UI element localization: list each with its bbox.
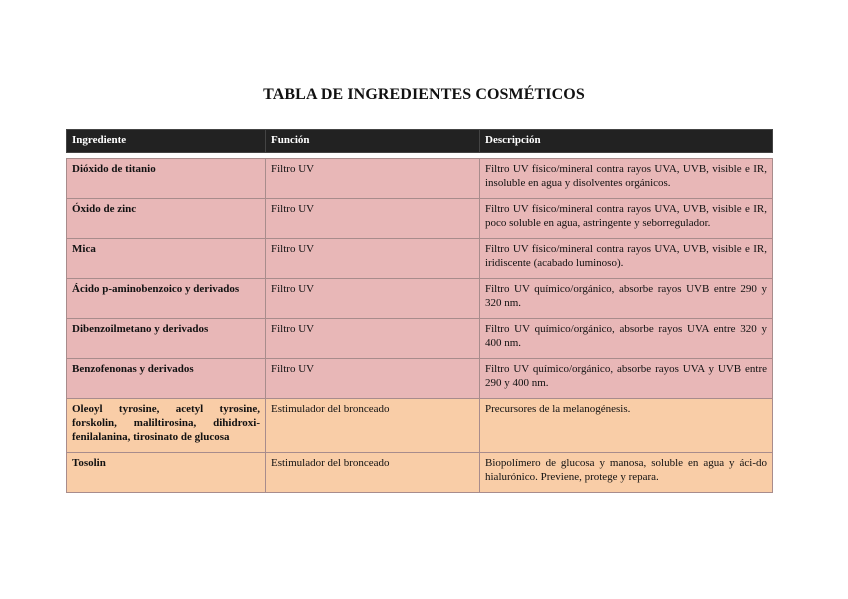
table-row: [67, 239, 773, 279]
cell-description: Filtro UV químico/orgánico, absorbe rayos UVB entre 290 y 320 nm.: [480, 279, 773, 319]
cell-ingredient: Dióxido de titanio: [67, 159, 266, 199]
table-row: [67, 399, 773, 453]
cell-function: Filtro UV: [266, 239, 480, 279]
header-description: Descripción: [480, 130, 773, 153]
cell-ingredient: Oleoyl tyrosine, acetyl tyrosine, forskolin, maliltirosina, dihidroxi-fenilalanina, tirosinato de glucosa: [67, 399, 266, 453]
cell-description: Biopolímero de glucosa y manosa, soluble en agua y áci-do hialurónico. Previene, protege y repara.: [480, 453, 773, 493]
table-row: [67, 359, 773, 399]
table-row: [67, 279, 773, 319]
cell-function: Filtro UV: [266, 359, 480, 399]
cell-ingredient: Dibenzoilmetano y derivados: [67, 319, 266, 359]
table-row: [67, 319, 773, 359]
header-ingredient: Ingrediente: [67, 130, 266, 153]
table-row: [67, 199, 773, 239]
cell-description: Filtro UV físico/mineral contra rayos UVA, UVB, visible e IR, iridiscente (acabado luminoso).: [480, 239, 773, 279]
cell-ingredient: Mica: [67, 239, 266, 279]
cell-description: Filtro UV químico/orgánico, absorbe rayos UVA entre 320 y 400 nm.: [480, 319, 773, 359]
cell-function: Filtro UV: [266, 319, 480, 359]
cell-ingredient: Benzofenonas y derivados: [67, 359, 266, 399]
cell-function: Estimulador del bronceado: [266, 453, 480, 493]
header-function: Función: [266, 130, 480, 153]
table-row: [67, 453, 773, 493]
cell-description: Filtro UV físico/mineral contra rayos UVA, UVB, visible e IR, poco soluble en agua, astringente y seborregulador.: [480, 199, 773, 239]
table-header-row: [67, 130, 773, 153]
ingredients-table: [66, 129, 773, 493]
cell-description: Precursores de la melanogénesis.: [480, 399, 773, 453]
cell-function: Filtro UV: [266, 199, 480, 239]
cell-function: Filtro UV: [266, 279, 480, 319]
cell-description: Filtro UV químico/orgánico, absorbe rayos UVA y UVB entre 290 y 400 nm.: [480, 359, 773, 399]
cell-function: Filtro UV: [266, 159, 480, 199]
cell-ingredient: Ácido p-aminobenzoico y derivados: [67, 279, 266, 319]
cell-description: Filtro UV físico/mineral contra rayos UVA, UVB, visible e IR, insoluble en agua y disolventes orgánicos.: [480, 159, 773, 199]
cell-ingredient: Tosolin: [67, 453, 266, 493]
cell-function: Estimulador del bronceado: [266, 399, 480, 453]
page-title: TABLA DE INGREDIENTES COSMÉTICOS: [263, 86, 585, 103]
cell-ingredient: Óxido de zinc: [67, 199, 266, 239]
table-row: [67, 159, 773, 199]
